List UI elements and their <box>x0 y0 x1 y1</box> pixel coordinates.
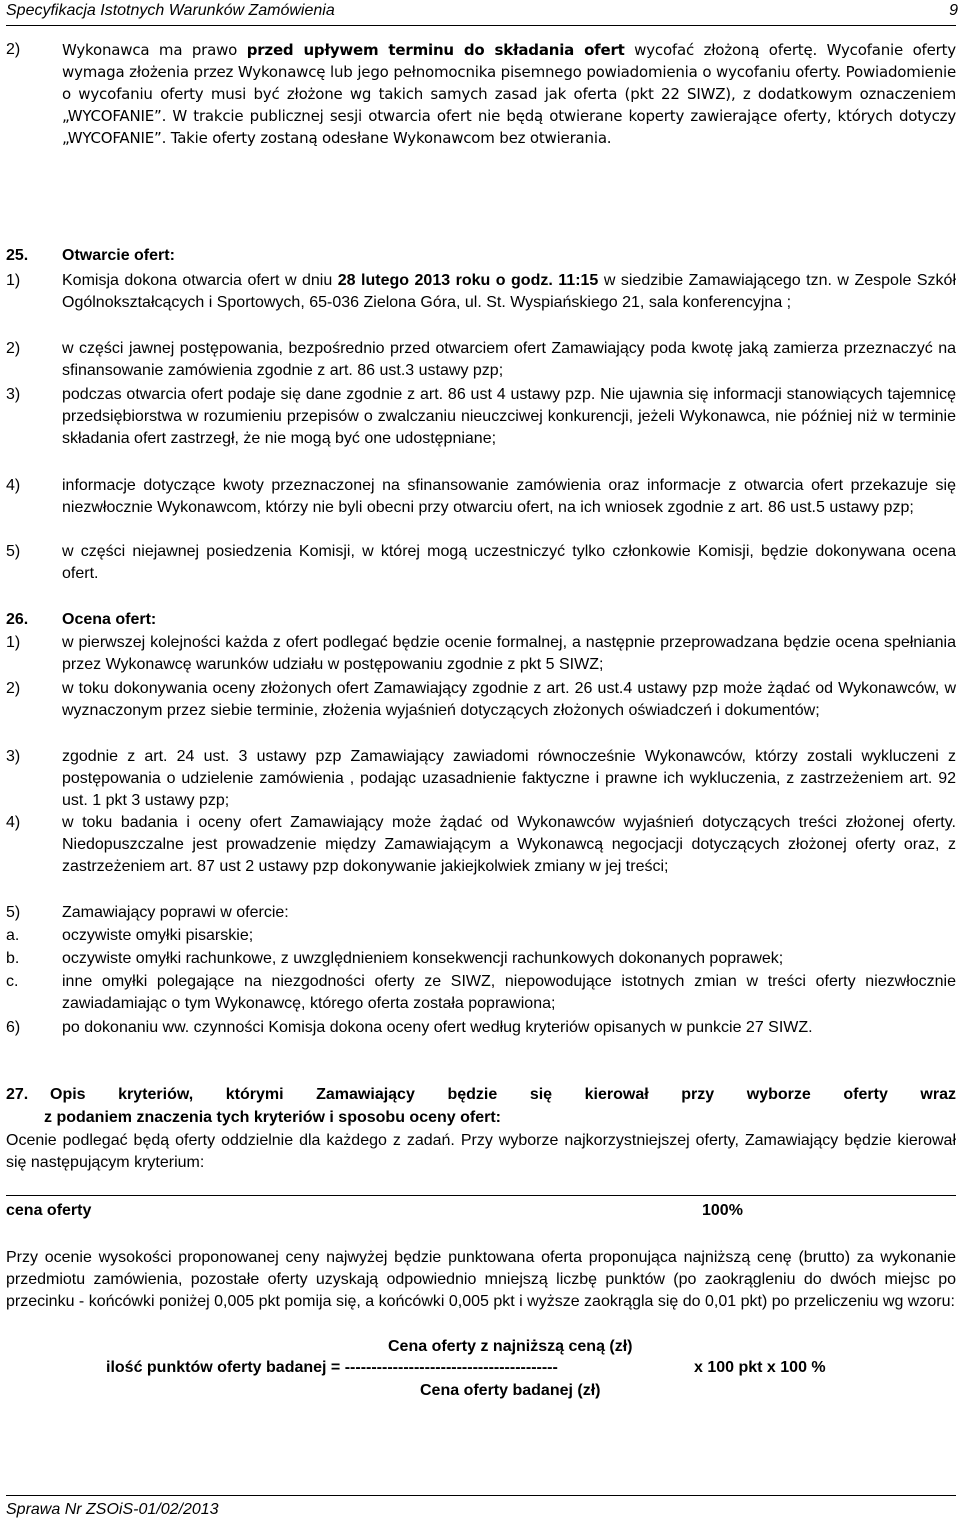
list-number: 2) <box>6 41 21 58</box>
formula-multiplier: x 100 pkt x 100 % <box>694 1359 826 1376</box>
list-text: Wykonawca ma prawo przed upływem terminu do składania ofert wycofać złożoną ofertę. Wycofanie oferty wymaga złożenia przez Wykonawcę lub jego pełnomocnika pisemnego powiadomienia o wycofaniu oferty. Powiadomienie o wycofaniu oferty musi być złożone wg takich samych zasad jak oferta (pkt 22 SIWZ), z dodatkowym oznaczeniem „WYCOFANIE”. W trakcie publicznej sesji otwarcia ofert nie będą otwierane koperty zawierające oferty, których dotyczy „WYCOFANIE”. Takie oferty zostaną odesłane Wykonawcom bez otwierania. <box>62 41 956 147</box>
header-title: Specyfikacja Istotnych Warunków Zamówienia <box>6 2 335 19</box>
criterion-weight: 100% <box>702 1202 743 1219</box>
formula-numerator: Cena oferty z najniższą ceną (zł) <box>388 1338 633 1355</box>
document-page: Specyfikacja Istotnych Warunków Zamówienia 9 2) Wykonawca ma prawo przed upływem terminu do składania ofert wycofać złożoną ofertę. Wycofanie oferty wymaga złożenia przez Wykonawcę lub jego pełnomocnika pisemnego powiadomienia o wycofaniu oferty. Powiadomienie o wycofaniu oferty musi być złożone wg takich samych zasad jak oferta (pkt 22 SIWZ), z dodatkowym oznaczeniem „WYCOFANIE”. W trakcie publicznej sesji otwarcia ofert nie będą otwierane koperty zawierające oferty, których dotyczy „WYCOFANIE”. Takie oferty zostaną odesłane Wykonawcom bez otwierania. 25. Otwarcie ofert: 1) Komisja dokona otwarcia ofert w dniu 28 lutego 2013 roku o godz. 11:15 w siedzibie Zamawiającego tzn. w Zespole Szkół Ogólnokształcących i Sportowych, 65-036 Zielona Góra, ul. St. Wyspiańskiego 21, sala konferencyjna ; 2) w części jawnej postępowania, bezpośrednio przed otwarciem ofert Zamawiający poda kwotę jaką zamierza przeznaczyć na sfinansowanie zamówienia zgodnie z art. 86 ust.3 ustawy pzp; 3) podczas otwarcia ofert podaje się dane zgodnie z art. 86 ust 4 ustawy pzp. Nie ujawnia się informacji stanowiących tajemnicę przedsiębiorstwa w rozumieniu przepisów o zwalczaniu nieuczciwej konkurencji, jeżeli Wykonawca, nie później niż w terminie składania ofert zastrzegł, że nie mogą być one udostępniane; 4) informacje dotyczące kwoty przeznaczonej na sfinansowanie zamówienia oraz informacje z otwarcia ofert przekazuje się niezwłocznie Wykonawcom, którzy nie byli obecni przy otwarciu ofert, na ich wniosek zgodnie z art. 86 ust.5 ustawy pzp; 5) w części niejawnej posiedzenia Komisji, w której mogą uczestniczyć tylko członkowie Komisji, będzie dokonywana ocena ofert. 26. Ocena ofert: 1) w pierwszej kolejności każda z ofert podlegać będzie ocenie formalnej, a następnie przeprowadzana będzie ocena spełniania przez Wykonawcę warunków udziału w postępowaniu zgodnie z pkt 5 SIWZ; 2) w toku dokonywania oceny złożonych ofert Zamawiający zgodnie z art. 26 ust.4 ustawy pzp może żądać od Wykonawców, w wyznaczonym przez siebie terminie, złożenia wyjaśnień dotyczących złożonych oświadczeń i dokumentów; 3) zgodnie z art. 24 ust. 3 ustawy pzp Zamawiający zawiadomi równocześnie Wykonawców, którzy zostali wykluczeni z postępowania o udzielenie zamówienia , podając uzasadnienie faktyczne i prawne ich wykluczenia, z zastrzeżeniem art. 92 ust. 1 pkt 3 ustawy pzp; 4) w toku badania i oceny ofert Zamawiający może żądać od Wykonawców wyjaśnień dotyczących treści złożonej oferty. Niedopuszczalne jest prowadzenie między Zamawiającym a Wykonawcą negocjacji dotyczących złożonej oferty oraz, z zastrzeżeniem art. 87 ust 2 ustawy pzp dokonywanie jakiejkolwiek zmiany w jej treści; 5) Zamawiający poprawi w ofercie: a. oczywiste omyłki pisarskie; b. oczywiste omyłki rachunkowe, z uwzględnieniem konsekwencji rachunkowych dokonanych poprawek; c. inne omyłki polegające na niezgodności oferty ze SIWZ, niepowodujące istotnych zmian w treści oferty niezwłocznie zawiadamiając o tym Wykonawcę, którego oferta została poprawiona; 6) po dokonaniu ww. czynności Komisja dokona oceny ofert według kryteriów opisanych w punkcie 27 SIWZ. 27. Opis kryteriów, którymi Zamawiający będzie się kierował przy wyborze oferty wraz z podaniem znaczenia tych kryteriów i sposobu oceny ofert: Ocenie podlegać będą oferty oddzielnie dla każdego z zadań. Przy wyborze najkorzystniejszej oferty, Zamawiający będzie kierował się następującym kryterium: cena oferty 100% Przy ocenie wysokości proponowanej ceny najwyżej będzie punktowana oferta proponująca najniższą cenę (brutto) za wykonanie przedmiotu zamówienia, pozostałe oferty uzyskają odpowiednio mniejszą liczbę punktów (po zaokrągleniu do dwóch miejsc po przecinku - końcówki poniżej 0,005 pkt pomija się, a końcówki 0,005 pkt i wyższe zaokrągla się do 0,01 pkt) po przeliczeniu wg wzoru: Cena oferty z najniższą ceną (zł) ilość punktów oferty badanej = ---------------------------------------- x 100 pkt x 100 % Cena oferty badanej (zł) Sprawa Nr ZSOiS-01/02/2013 <box>0 0 960 1523</box>
criteria-description: Przy ocenie wysokości proponowanej ceny najwyżej będzie punktowana oferta proponująca najniższą cenę (brutto) za wykonanie przedmiotu zamówienia, pozostałe oferty uzyskają odpowiednio mniejszą liczbę punktów (po zaokrągleniu do dwóch miejsc po przecinku - końcówki poniżej 0,005 pkt pomija się, a końcówki 0,005 pkt i wyższe zaokrągla się do 0,01 pkt) po przeliczeniu wg wzoru: <box>6 1249 956 1310</box>
criteria-intro: Ocenie podlegać będą oferty oddzielnie dla każdego z zadań. Przy wyborze najkorzystniejszej oferty, Zamawiający będzie kierował się następującym kryterium: <box>6 1132 956 1171</box>
header-divider <box>6 25 956 26</box>
page-number: 9 <box>949 2 958 19</box>
formula-denominator: Cena oferty badanej (zł) <box>420 1382 601 1399</box>
formula-main-line: ilość punktów oferty badanej = ---------------------------------------- <box>106 1359 558 1376</box>
criteria-divider <box>6 1195 956 1196</box>
page-header <box>6 0 958 25</box>
footer-divider <box>6 1495 956 1496</box>
criterion-name: cena oferty <box>6 1202 92 1219</box>
footer-case-number: Sprawa Nr ZSOiS-01/02/2013 <box>6 1501 219 1518</box>
